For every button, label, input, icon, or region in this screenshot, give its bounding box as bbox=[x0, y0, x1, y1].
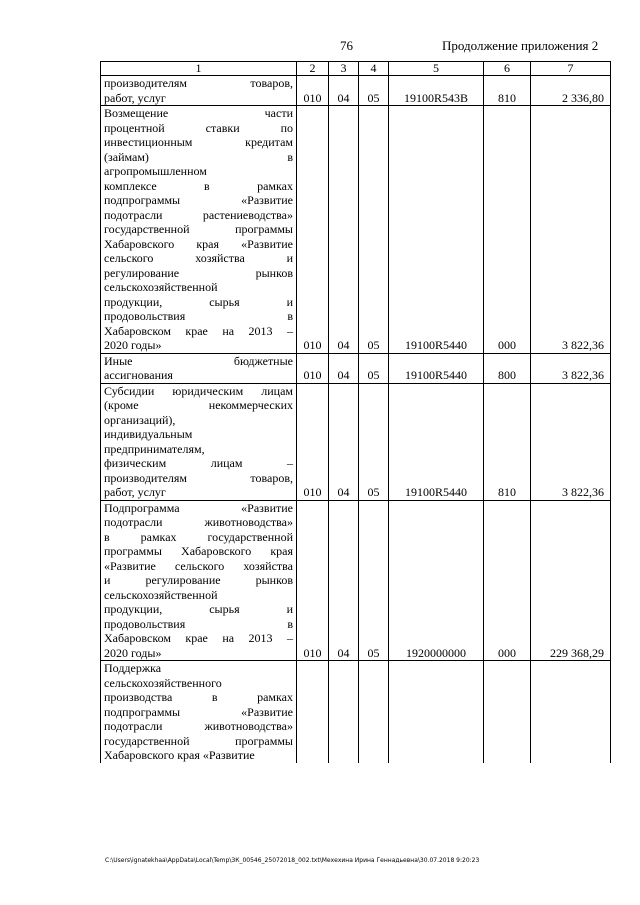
amount: 3 822,36 bbox=[531, 106, 611, 354]
row-name bbox=[101, 500, 297, 661]
column-header: 6 bbox=[484, 62, 531, 76]
target-article-code: 19100R5440 bbox=[389, 106, 484, 354]
amount bbox=[531, 661, 611, 763]
table-row bbox=[101, 106, 611, 354]
row-name-line: Хабаровского края «Развитие bbox=[104, 748, 255, 762]
row-name-line: продукции, сырья и bbox=[104, 602, 293, 616]
row-name-line: процентной ставки по bbox=[104, 120, 293, 135]
row-name-line: сельскохозяйственного bbox=[104, 675, 222, 690]
expense-type-code: 810 bbox=[484, 76, 531, 106]
target-article-code: 1920000000 bbox=[389, 500, 484, 661]
expense-type-code: 800 bbox=[484, 353, 531, 383]
row-name-line: физическим лицам – bbox=[104, 456, 293, 470]
row-name-line: ассигнования bbox=[104, 368, 173, 382]
row-name-line: Хабаровского края «Развитие bbox=[104, 236, 293, 251]
row-name-line: программы Хабаровского края bbox=[104, 544, 293, 558]
expense-type-code: 810 bbox=[484, 383, 531, 500]
table-row bbox=[101, 353, 611, 383]
amount: 2 336,80 bbox=[531, 76, 611, 106]
ministry-code: 010 bbox=[297, 353, 329, 383]
row-name-line: подотрасли животноводства» bbox=[104, 515, 293, 529]
row-name bbox=[101, 353, 297, 383]
subsection-code: 05 bbox=[359, 76, 389, 106]
row-name-line: 2020 годы» bbox=[104, 338, 162, 352]
row-name-line: сельскохозяйственной bbox=[104, 587, 218, 602]
row-name-line: работ, услуг bbox=[104, 485, 166, 499]
ministry-code: 010 bbox=[297, 76, 329, 106]
row-name bbox=[101, 383, 297, 500]
row-name-line: сельскохозяйственной bbox=[104, 280, 218, 294]
subsection-code: 05 bbox=[359, 353, 389, 383]
row-name-line: продовольствия в bbox=[104, 309, 293, 323]
target-article-code: 19100R5440 bbox=[389, 383, 484, 500]
row-name-line: в рамках государственной bbox=[104, 529, 293, 544]
row-name-line: агропромышленном bbox=[104, 164, 207, 178]
column-header: 2 bbox=[297, 62, 329, 76]
row-name-line: (займам) в bbox=[104, 149, 293, 164]
row-name-line: подпрограммы «Развитие bbox=[104, 704, 293, 719]
column-header: 4 bbox=[359, 62, 389, 76]
page-number: 76 bbox=[340, 38, 353, 53]
row-name-line: индивидуальным bbox=[104, 427, 193, 441]
section-code: 04 bbox=[329, 353, 359, 383]
row-name-line: Возмещение части bbox=[104, 106, 293, 120]
row-name-line: Субсидии юридическим лицам bbox=[104, 383, 293, 398]
file-path-footer: C:\Users\ignatekhaa\AppData\Local\Temp\ЗК_00546_25072018_002.txt\Мехехина Ирина Геннадьевна\30.07.2018 9:20:23 bbox=[105, 857, 480, 864]
column-header: 3 bbox=[329, 62, 359, 76]
row-name-line: работ, услуг bbox=[104, 90, 166, 105]
subsection-code: 05 bbox=[359, 383, 389, 500]
row-name-line: продовольствия в bbox=[104, 616, 293, 631]
row-name-line: Поддержка bbox=[104, 661, 162, 675]
row-name-line: государственной программы bbox=[104, 222, 293, 236]
table-row bbox=[101, 500, 611, 661]
target-article-code bbox=[389, 661, 484, 763]
subsection-code: 05 bbox=[359, 106, 389, 354]
row-name-line: и регулирование рынков bbox=[104, 573, 293, 587]
table-row bbox=[101, 661, 611, 763]
row-name-line: продукции, сырья и bbox=[104, 294, 293, 309]
subsection-code bbox=[359, 661, 389, 763]
row-name bbox=[101, 106, 297, 354]
subsection-code: 05 bbox=[359, 500, 389, 661]
column-header: 7 bbox=[531, 62, 611, 76]
row-name bbox=[101, 76, 297, 106]
ministry-code: 010 bbox=[297, 106, 329, 354]
table-row bbox=[101, 383, 611, 500]
row-name-line: (кроме некоммерческих bbox=[104, 398, 293, 412]
section-code: 04 bbox=[329, 383, 359, 500]
ministry-code: 010 bbox=[297, 500, 329, 661]
table-header-row bbox=[101, 62, 611, 76]
continuation-label: Продолжение приложения 2 bbox=[442, 38, 599, 53]
section-code: 04 bbox=[329, 500, 359, 661]
row-name-line: инвестиционным кредитам bbox=[104, 135, 293, 149]
column-header: 1 bbox=[101, 62, 297, 76]
row-name-line: Хабаровском крае на 2013 – bbox=[104, 323, 293, 338]
table-row bbox=[101, 76, 611, 106]
section-code: 04 bbox=[329, 106, 359, 354]
ministry-code: 010 bbox=[297, 383, 329, 500]
row-name-line: 2020 годы» bbox=[104, 645, 162, 660]
budget-table bbox=[100, 61, 611, 763]
row-name-line: производителям товаров, bbox=[104, 76, 293, 90]
row-name-line: Подпрограмма «Развитие bbox=[104, 500, 293, 515]
row-name-line: государственной программы bbox=[104, 733, 293, 748]
section-code bbox=[329, 661, 359, 763]
row-name-line: предпринимателям, bbox=[104, 441, 205, 456]
row-name-line: подотрасли растениеводства» bbox=[104, 207, 293, 222]
expense-type-code: 000 bbox=[484, 500, 531, 661]
expense-type-code bbox=[484, 661, 531, 763]
amount: 3 822,36 bbox=[531, 353, 611, 383]
row-name-line: «Развитие сельского хозяйства bbox=[104, 558, 293, 573]
target-article-code: 19100R543B bbox=[389, 76, 484, 106]
row-name bbox=[101, 661, 297, 763]
row-name-line: подпрограммы «Развитие bbox=[104, 193, 293, 207]
column-header: 5 bbox=[389, 62, 484, 76]
row-name-line: Иные бюджетные bbox=[104, 353, 293, 368]
row-name-line: подотрасли животноводства» bbox=[104, 719, 293, 733]
amount: 229 368,29 bbox=[531, 500, 611, 661]
target-article-code: 19100R5440 bbox=[389, 353, 484, 383]
row-name-line: комплексе в рамках bbox=[104, 178, 293, 193]
row-name-line: регулирование рынков bbox=[104, 265, 293, 280]
expense-type-code: 000 bbox=[484, 106, 531, 354]
row-name-line: производителям товаров, bbox=[104, 470, 293, 485]
amount: 3 822,36 bbox=[531, 383, 611, 500]
section-code: 04 bbox=[329, 76, 359, 106]
ministry-code bbox=[297, 661, 329, 763]
row-name-line: Хабаровском крае на 2013 – bbox=[104, 631, 293, 645]
row-name-line: производства в рамках bbox=[104, 690, 293, 704]
row-name-line: сельского хозяйства и bbox=[104, 251, 293, 265]
row-name-line: организаций), bbox=[104, 412, 176, 427]
